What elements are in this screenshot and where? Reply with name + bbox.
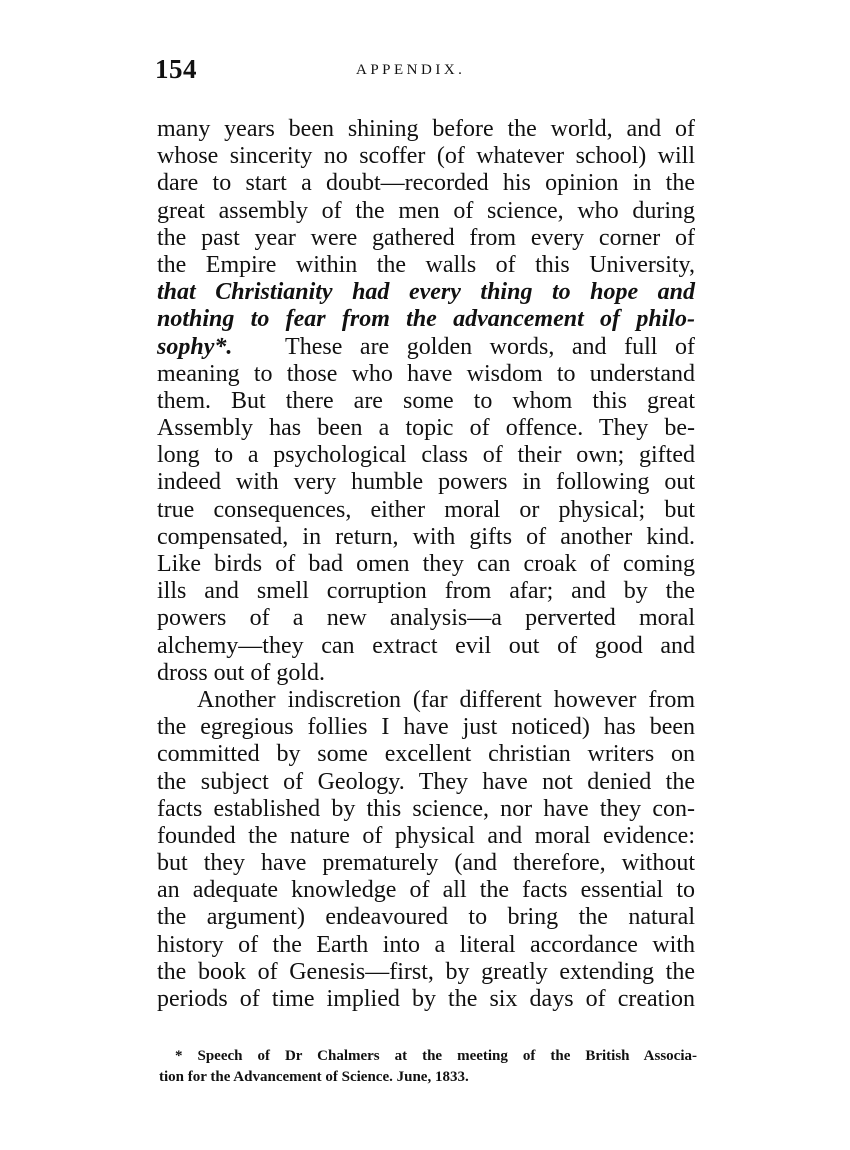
text-line: but they have prematurely (and therefore, without [157, 850, 695, 877]
text-line: whose sincerity no scoffer (of whatever school) will [157, 143, 695, 170]
italic-quote-end: sophy*. [157, 333, 233, 360]
text-line: history of the Earth into a literal accordance with [157, 931, 695, 958]
text-line: many years been shining before the world, and of [157, 116, 695, 142]
text-line: them. But there are some to whom this great [157, 387, 695, 414]
footnote-line: * Speech of Dr Chalmers at the meeting of the British Associa- [175, 1048, 697, 1064]
text-line: the argument) endeavoured to bring the natural [157, 904, 695, 931]
body-text [157, 116, 695, 1013]
footnote [159, 1046, 697, 1088]
text-line: Like birds of bad omen they can croak of coming [157, 551, 695, 577]
text-line: long to a psychological class of their own; gifted [157, 442, 695, 469]
text-line: the past year were gathered from every corner of [157, 224, 695, 251]
text-line: periods of time implied by the six days of creation [157, 986, 695, 1012]
text-line-continuation: These are golden words, and full of [285, 333, 696, 360]
text-line: facts established by this science, nor have they con- [157, 795, 695, 822]
text-line: committed by some excellent christian writers on [157, 741, 695, 768]
text-line: dare to start a doubt—recorded his opinion in the [157, 170, 695, 197]
text-line: the subject of Geology. They have not denied the [157, 768, 695, 795]
text-line: Assembly has been a topic of offence. They be- [157, 415, 695, 442]
text-line: indeed with very humble powers in following out [157, 469, 695, 496]
text-line: the Empire within the walls of this University, [157, 251, 695, 278]
text-line: compensated, in return, with gifts of another kind. [157, 523, 695, 550]
text-line: ills and smell corruption from afar; and by the [157, 578, 695, 605]
text-line: meaning to those who have wisdom to understand [157, 360, 695, 387]
italic-quote-line: that Christianity had every thing to hope and [157, 279, 695, 306]
text-line: the egregious follies I have just noticed) has been [157, 714, 695, 741]
text-line: the book of Genesis—first, by greatly extending the [157, 958, 695, 985]
text-line: an adequate knowledge of all the facts essential to [157, 877, 695, 904]
text-line: founded the nature of physical and moral evidence: [157, 822, 695, 849]
paragraph-start-line: Another indiscretion (far different however from [197, 686, 695, 713]
text-line: powers of a new analysis—a perverted moral [157, 605, 695, 632]
text-line: true consequences, either moral or physical; but [157, 496, 695, 523]
italic-quote-line: nothing to fear from the advancement of philo- [157, 306, 695, 333]
text-line-mixed [157, 334, 695, 361]
page-header [155, 54, 695, 94]
paragraph-end-line: dross out of gold. [157, 659, 325, 686]
page-number: 154 [155, 54, 197, 84]
footnote-line: tion for the Advancement of Science. June, 1833. [159, 1069, 469, 1085]
text-line: alchemy—they can extract evil out of good and [157, 632, 695, 659]
running-head: APPENDIX. [356, 62, 466, 78]
text-line: great assembly of the men of science, who during [157, 197, 695, 224]
